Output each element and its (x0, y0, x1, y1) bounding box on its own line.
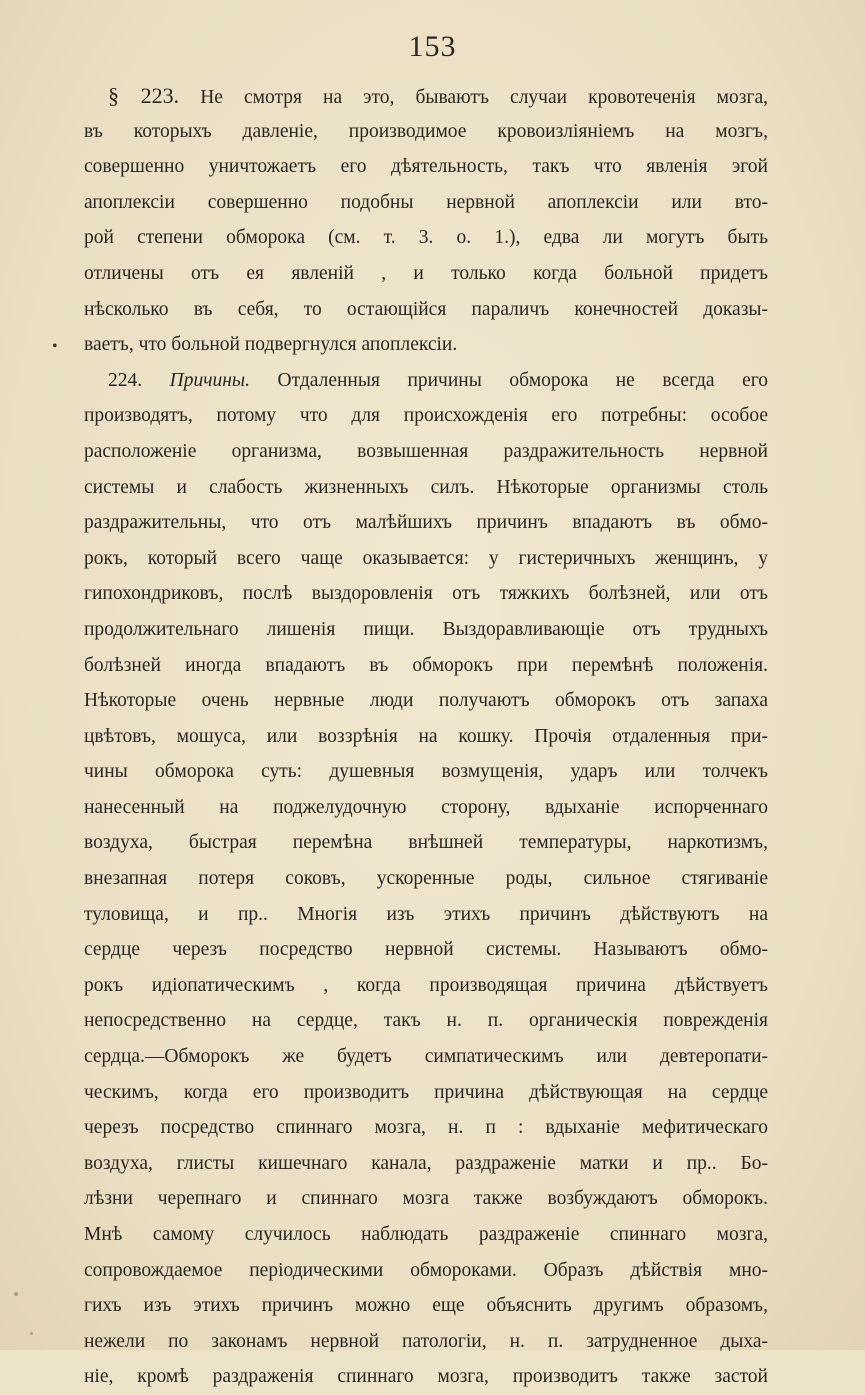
text-line (84, 363, 768, 399)
text-span: расположеніе организма, возвышенная раздражительность нервной (84, 440, 768, 462)
text-line (84, 398, 768, 434)
text-span: гихъ изъ этихъ причинъ можно еще объяснить другимъ образомъ, (84, 1295, 768, 1317)
text-span: ваетъ, что больной подвергнулся апоплексіи. (84, 334, 458, 356)
italic-heading: Причины. (169, 369, 251, 391)
paper-spot (14, 1292, 18, 1296)
text-line (84, 256, 768, 292)
text-span: рокъ идіопатическимъ , когда производящая причина дѣйствуетъ (84, 974, 768, 996)
text-span: Нѣкоторые очень нервные люди получаютъ обморокъ отъ запаха (84, 690, 768, 712)
text-span: совершенно уничтожаетъ его дѣятельность, такъ что явленія эгой (84, 156, 768, 178)
text-span: лѣзни черепнаго и спиннаго мозга также возбуждаютъ обморокъ. (84, 1188, 768, 1210)
text-span: воздуха, глисты кишечнаго канала, раздраженіе матки и пр.. Бо- (84, 1152, 768, 1174)
text-line (84, 576, 768, 612)
text-span: сердце черезъ посредство нервной системы. Называютъ обмо- (84, 939, 768, 961)
text-line (84, 1217, 768, 1253)
text-line (84, 185, 768, 221)
body-text (84, 78, 768, 1395)
text-line (84, 78, 768, 114)
text-span: Не смотря на это, бываютъ случаи кровотеченія мозга, (179, 87, 768, 108)
text-span: въ которыхъ давленіе, производимое кровоизліяніемъ на мозгъ, (84, 120, 768, 142)
text-line (84, 149, 768, 185)
text-line (84, 327, 768, 363)
text-line (84, 825, 768, 861)
text-line (84, 861, 768, 897)
text-line (84, 1003, 768, 1039)
text-span: Мнѣ самому случилось наблюдать раздраженіе спиннаго мозга, (84, 1224, 768, 1245)
text-span: 224. (108, 369, 170, 391)
text-span: ніе, кромѣ раздраженія спиннаго мозга, производитъ также застой (84, 1366, 768, 1388)
text-line (84, 292, 768, 328)
text-span: гипохондриковъ, послѣ выздоровленія отъ тяжкихъ болѣзней, или отъ (84, 583, 768, 605)
text-span: апоплексіи совершенно подобны нервной апоплексіи или вто- (84, 191, 768, 213)
text-span: Отдаленныя причины обморока не всегда его (250, 369, 768, 391)
text-line (84, 968, 768, 1004)
text-line (84, 1253, 768, 1289)
text-line (84, 220, 768, 256)
text-span: внезапная потеря соковъ, ускоренные роды, сильное стягиваніе (84, 868, 768, 890)
text-line (84, 1039, 768, 1075)
text-line (84, 648, 768, 684)
text-line (84, 541, 768, 577)
margin-mark: • (52, 338, 58, 355)
text-span: чины обморока суть: душевныя возмущенія, ударъ или толчекъ (84, 761, 768, 783)
text-span: сопровождаемое періодическими обмороками. Образъ дѣйствія мно- (84, 1259, 768, 1281)
text-line (84, 1146, 768, 1182)
text-span: нанесенный на поджелудочную сторону, вдыханіе испорченнаго (84, 796, 768, 818)
text-span: цвѣтовъ, мошуса, или воззрѣнія на кошку. Прочія отдаленныя при- (84, 725, 768, 747)
text-span: непосредственно на сердце, такъ н. п. органическія поврежденія (84, 1010, 768, 1032)
text-line (84, 1075, 768, 1111)
text-line (84, 114, 768, 150)
text-line (84, 790, 768, 826)
text-line (84, 932, 768, 968)
text-line (84, 470, 768, 506)
text-line (84, 683, 768, 719)
text-span: сердца.—Обморокъ же будетъ симпатическимъ или девтеропати- (84, 1046, 768, 1068)
text-span: отличены отъ ея явленій , и только когда больной придетъ (84, 262, 768, 284)
text-span: раздражительны, что отъ малѣйшихъ причинъ впадаютъ въ обмо- (84, 512, 768, 534)
text-span: рой степени обморока (см. т. 3. о. 1.), едва ли могутъ быть (84, 227, 768, 249)
text-line (84, 897, 768, 933)
text-line (84, 1324, 768, 1360)
text-line (84, 719, 768, 755)
text-span: производятъ, потому что для происхожденія его потребны: особое (84, 405, 768, 427)
text-span: черезъ посредство спиннаго мозга, н. п : вдыханіе мефитическаго (84, 1117, 768, 1139)
text-span: болѣзней иногда впадаютъ въ обморокъ при перемѣнѣ положенія. (84, 654, 768, 676)
text-line (84, 1288, 768, 1324)
text-span: рокъ, который всего чаще оказывается: у гистеричныхъ женщинъ, у (84, 547, 768, 569)
text-span: туловища, и пр.. Многія изъ этихъ причинъ дѣйствуютъ на (84, 903, 768, 925)
text-line (84, 754, 768, 790)
paper-spot (30, 1332, 33, 1335)
page-number: 153 (408, 30, 457, 63)
text-line (84, 1359, 768, 1395)
section-number: § 223. (108, 83, 180, 108)
text-line (84, 612, 768, 648)
text-line (84, 1181, 768, 1217)
text-span: ческимъ, когда его производитъ причина дѣйствующая на сердце (84, 1081, 768, 1103)
text-line (84, 505, 768, 541)
text-line (84, 1110, 768, 1146)
text-span: воздуха, быстрая перемѣна внѣшней температуры, наркотизмъ, (84, 832, 768, 854)
text-span: продолжительнаго лишенія пищи. Выздоравливающіе отъ трудныхъ (84, 618, 768, 640)
text-span: нѣсколько въ себя, то остающійся параличъ конечностей доказы- (84, 298, 768, 320)
text-span: системы и слабость жизненныхъ силъ. Нѣкоторые организмы столь (84, 476, 768, 498)
text-span: нежели по законамъ нервной патологіи, н. п. затрудненное дыха- (84, 1330, 768, 1352)
text-line (84, 434, 768, 470)
